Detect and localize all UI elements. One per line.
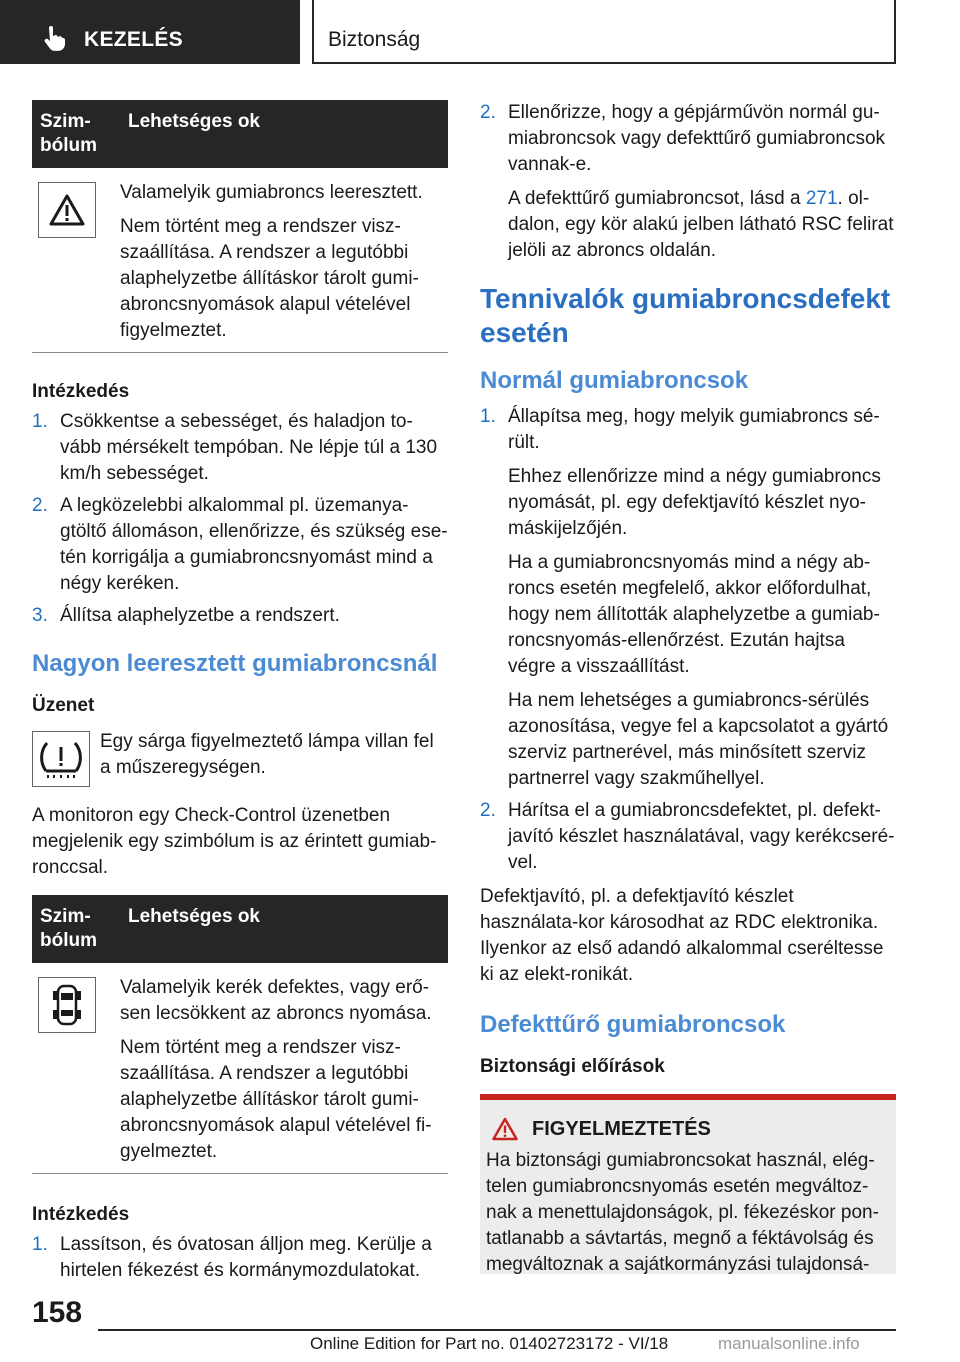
table1-header-symbol — [32, 100, 120, 168]
action1-steps — [32, 409, 448, 629]
list-item — [480, 798, 896, 876]
list-item — [32, 409, 448, 487]
list-item — [32, 603, 448, 629]
table-row — [32, 168, 448, 353]
list-item — [480, 100, 896, 264]
hand-pointer-icon — [40, 24, 68, 52]
section-deflated-heading: Nagyon leeresztett gumiabroncsnál — [32, 650, 438, 677]
step-text: Ellenőrizze, hogy a gépjárművön normál gu-miabroncsok vagy defekttűrő gumiabroncsok vannak-e. — [508, 102, 886, 175]
step-text: Állapítsa meg, hogy melyik gumiabroncs sé-rült. — [508, 406, 880, 453]
action1-heading: Intézkedés — [32, 381, 130, 402]
rdc-note: Defektjavító, pl. a defektjavító készlet használata-kor károsodhat az RDC elektronika. Ilyenkor az első adandó alkalommal cseréltesse ki az elekt-ronikát. — [480, 886, 884, 985]
message-heading: Üzenet — [32, 695, 95, 716]
tab-kezeles-label: KEZELÉS — [84, 28, 183, 51]
car-tire-damage-icon — [38, 977, 96, 1033]
page-reference-link[interactable]: 271 — [805, 188, 838, 209]
table1-symbol-cell — [32, 168, 120, 353]
tab-kezeles[interactable] — [0, 0, 300, 64]
action2-heading: Intézkedés — [32, 1204, 130, 1225]
step-subtext: Ha nem lehetséges a gumiabroncs-sérülés azonosítása, vegye fel a kapcsolatot a gyártó szerviz partnerével, más minősített szerviz partnerrel vagy szakműhellyel. — [508, 690, 889, 789]
list-item — [32, 1232, 448, 1284]
warning-triangle-icon — [492, 1117, 518, 1141]
table2-symbol-cell — [32, 963, 120, 1174]
step-number: 2. — [480, 102, 496, 123]
table-row — [32, 963, 448, 1174]
table1-cause-cell — [120, 168, 448, 353]
warning-box — [480, 1094, 896, 1274]
tab-biztonsag[interactable] — [312, 0, 896, 64]
step-number: 1. — [32, 411, 48, 432]
tire-pressure-warning-icon — [32, 731, 90, 787]
step-text: A legközelebbi alkalommal pl. üzemanya-gtöltő állomáson, ellenőrizze, és szükség ese-tén korrigálja a gumiabroncsnyomást mind a négy keréken. — [60, 495, 448, 594]
table2-header-symbol — [32, 895, 120, 963]
left-column — [32, 100, 448, 1290]
step-text: Hárítsa el a gumiabroncsdefektet, pl. defekt-javító készlet használatával, vagy kerékcseré-vel. — [508, 800, 895, 873]
step-subtext-post: . ol-dalon, egy kör alakú jelben látható RSC felirat jelöli az abroncs oldalán. — [508, 188, 894, 261]
normal-tires-heading: Normál gumiabroncsok — [480, 367, 749, 394]
warning-title-text: FIGYELMEZTETÉS — [532, 1118, 711, 1140]
monitor-text: A monitoron egy Check-Control üzenetben megjelenik egy szimbólum is az érintett gumiab-ronccsal. — [32, 805, 437, 878]
step-subtext-pre: A defekttűrő gumiabroncsot, lásd a — [508, 188, 806, 209]
footer-edition: Online Edition for Part no. 01402723172 - VI/18 — [310, 1334, 669, 1353]
list-item — [480, 404, 896, 792]
step-number: 3. — [32, 605, 48, 626]
step-subtext — [508, 186, 896, 264]
defect-section-heading: Tennivalók gumiabroncsdefekt esetén — [480, 283, 891, 348]
symbol-table-2 — [32, 895, 448, 1174]
continued-steps — [480, 100, 896, 264]
table2-cause-p2: Nem történt meg a rendszer visz-szaállítása. A rendszer a legutóbbi alaphelyzetbe állításkor tárolt gumi-abroncsnyomások alapul vételével fi-gyelmeztet. — [120, 1037, 432, 1162]
step-text: Csökkentse a sebességet, és haladjon to-vább mérsékelt tempóban. Ne lépje túl a 130 km/h sebességet. — [60, 411, 438, 484]
safety-heading: Biztonsági előírások — [480, 1056, 665, 1077]
table2-header-symbol-text: Szim- bólum — [40, 906, 97, 951]
step-subtext: Ehhez ellenőrizze mind a négy gumiabroncs nyomását, pl. egy defektjavító készlet nyo-máskijelzőjén. — [508, 466, 881, 539]
runflat-heading: Defekttűrő gumiabroncsok — [480, 1011, 786, 1038]
table2-cause-cell — [120, 963, 448, 1174]
table1-header-cause: Lehetséges ok — [120, 100, 448, 168]
action2-steps — [32, 1232, 448, 1284]
step-number: 2. — [480, 800, 496, 821]
normal-tires-steps — [480, 404, 896, 876]
step-text: Állítsa alaphelyzetbe a rendszert. — [60, 605, 340, 626]
top-bar — [0, 0, 960, 66]
step-number: 2. — [32, 495, 48, 516]
right-column — [480, 100, 896, 1274]
table2-header-cause: Lehetséges ok — [120, 895, 448, 963]
table1-cause-p1: Valamelyik gumiabroncs leeresztett. — [120, 182, 423, 203]
warning-title — [492, 1116, 890, 1142]
page-number: 158 — [32, 1296, 83, 1329]
tire-warning-triangle-icon — [38, 182, 96, 238]
table1-cause-p2: Nem történt meg a rendszer visz-szaállítása. A rendszer a legutóbbi alaphelyzetbe állításkor tárolt gumi-abroncsnyomások alapul vételével figyelmeztet. — [120, 216, 419, 341]
message-block — [32, 729, 448, 787]
step-number: 1. — [480, 406, 496, 427]
list-item — [32, 493, 448, 597]
warning-text: Ha biztonsági gumiabroncsokat használ, elég-telen gumiabroncsnyomás esetén megváltoz-nak a menettulajdonságok, pl. fékezéskor pon-tatlanabb a sávtartás, megnő a féktávolság és megváltoznak a sajátkormányzási tulajdonsá- — [486, 1150, 879, 1274]
symbol-table-1 — [32, 100, 448, 353]
footer-divider — [98, 1329, 896, 1331]
watermark: manualsonline.info — [718, 1334, 860, 1353]
step-text: Lassítson, és óvatosan álljon meg. Kerülje a hirtelen fékezést és kormánymozdulatokat. — [60, 1234, 432, 1281]
step-subtext: Ha a gumiabroncsnyomás mind a négy ab-roncs esetén megfelelő, akkor előfordulhat, hogy nem állították alaphelyzetbe a gumiab-roncsnyomás-ellenőrzést. Ezután hajtsa végre a visszaállítást. — [508, 552, 880, 677]
table1-header-symbol-text: Szim- bólum — [40, 111, 97, 156]
message-text: Egy sárga figyelmeztető lámpa villan fel a műszeregységen. — [100, 731, 434, 778]
step-number: 1. — [32, 1234, 48, 1255]
table2-cause-p1: Valamelyik kerék defektes, vagy erő-sen lecsökkent az abroncs nyomása. — [120, 977, 432, 1024]
tab-biztonsag-label: Biztonság — [328, 28, 421, 51]
